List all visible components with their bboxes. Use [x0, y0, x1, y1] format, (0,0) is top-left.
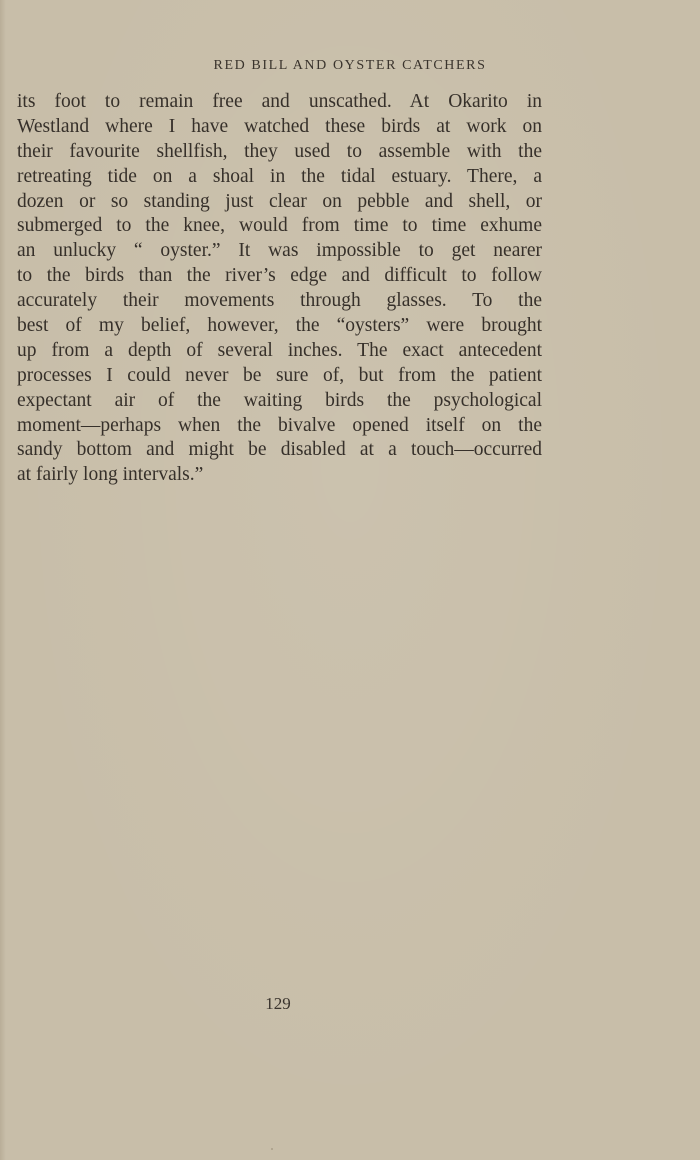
body-paragraph [17, 90, 542, 488]
page-number: 129 [265, 994, 291, 1013]
text-line: sandy bottom and might be disabled at a touch—occurred [17, 439, 542, 461]
text-line: processes I could never be sure of, but from the patient [17, 364, 542, 386]
running-head: RED BILL AND OYSTER CATCHERS [213, 58, 487, 73]
text-line: best of my belief, however, the “oysters” were brought [17, 315, 542, 337]
paper-speck [271, 1148, 273, 1150]
text-line: retreating tide on a shoal in the tidal estuary. There, a [17, 165, 542, 187]
text-line: an unlucky “ oyster.” It was impossible to get nearer [17, 240, 542, 262]
text-line: expectant air of the waiting birds the psychological [17, 389, 542, 411]
text-line: dozen or so standing just clear on pebble and shell, or [17, 190, 542, 212]
page-edge-shadow [0, 0, 6, 1160]
text-line: accurately their movements through glasses. To the [17, 290, 542, 312]
text-line: to the birds than the river’s edge and difficult to follow [17, 265, 542, 287]
text-line: their favourite shellfish, they used to assemble with the [17, 140, 542, 162]
text-line: submerged to the knee, would from time to time exhume [17, 215, 542, 237]
text-line: its foot to remain free and unscathed. At Okarito in [17, 91, 542, 112]
text-line: at fairly long intervals.” [17, 464, 204, 486]
text-line: Westland where I have watched these birds at work on [17, 115, 542, 137]
text-line: up from a depth of several inches. The exact antecedent [17, 339, 542, 361]
text-line: moment—perhaps when the bivalve opened itself on the [17, 414, 542, 436]
